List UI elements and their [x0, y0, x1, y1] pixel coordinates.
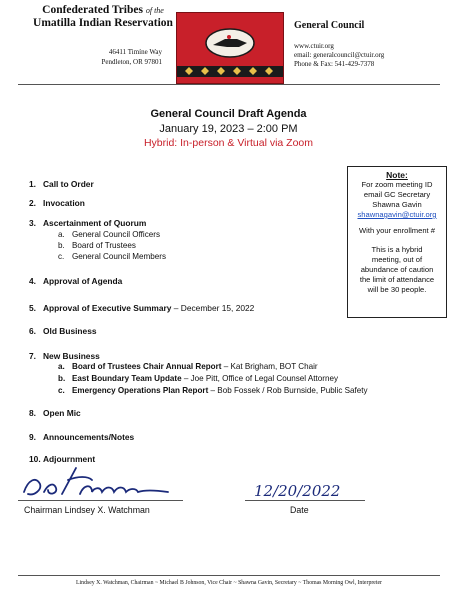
agenda-item-8 [29, 408, 81, 418]
agenda-subitem-3a [58, 230, 160, 239]
council-title: General Council [294, 20, 365, 31]
agenda-heading: General Council Draft Agenda [150, 108, 307, 120]
organization-address [60, 47, 162, 67]
meeting-format: Hybrid: In-person & Virtual via Zoom [143, 137, 314, 149]
subitem-label: Emergency Operations Plan Report [72, 386, 209, 395]
item-label: Invocation [43, 198, 85, 208]
meeting-datetime: January 19, 2023 – 2:00 PM [159, 123, 298, 135]
item-number: 6. [29, 326, 36, 336]
item-number: 8. [29, 408, 36, 418]
note-line: This is a hybrid [371, 245, 423, 254]
item-number: 10. [29, 454, 41, 464]
subitem-detail: – Bob Fossek / Rob Burnside, Public Safety [208, 386, 368, 395]
signature-line [18, 500, 183, 501]
subitem-label: Board of Trustees [72, 241, 136, 250]
item-label: Approval of Executive Summary [43, 303, 172, 313]
item-number: 5. [29, 303, 36, 313]
note-line: With your enrollment # [359, 226, 435, 235]
item-label: Old Business [43, 326, 97, 336]
note-box [347, 166, 447, 318]
handwritten-date [250, 478, 370, 502]
organization-name [28, 4, 178, 30]
note-line: Shawna Gavin [372, 200, 422, 209]
subitem-letter: c. [58, 386, 65, 395]
subitem-letter: b. [58, 374, 66, 383]
note-line: abundance of caution [360, 265, 434, 274]
item-label: Announcements/Notes [43, 432, 135, 442]
item-label: Ascertainment of Quorum [43, 218, 147, 228]
address-line-1: 46411 Timíne Way [108, 48, 162, 56]
subitem-letter: a. [58, 362, 65, 371]
item-detail: – December 15, 2022 [171, 303, 255, 313]
agenda-item-2 [29, 198, 85, 208]
note-line: meeting, out of [371, 255, 423, 264]
note-line: the limit of attendance [359, 275, 435, 284]
item-number: 4. [29, 276, 36, 286]
subitem-label: General Council Members [72, 252, 167, 261]
agenda-subitem-7b [58, 374, 338, 383]
note-title: Note: [386, 170, 408, 180]
agenda-subitem-7c [58, 386, 368, 395]
address-line-2: Pendleton, OR 97801 [101, 58, 162, 66]
note-line: For zoom meeting ID [361, 180, 433, 189]
date-line [245, 500, 365, 501]
item-label: New Business [43, 351, 100, 361]
phone-line: Phone & Fax: 541-429-7378 [294, 60, 375, 68]
subitem-detail: – Joe Pitt, Office of Legal Counsel Attorney [181, 374, 339, 383]
subitem-label: Board of Trustees Chair Annual Report [72, 362, 222, 371]
officers-footer: Lindsey X. Watchman, Chairman ~ Michael B Johnson, Vice Chair ~ Shawna Gavin, Secretary ~ Thomas Morning Owl, Interpreter [76, 580, 382, 586]
subitem-label: East Boundary Team Update [72, 374, 182, 383]
chairman-signature [18, 462, 188, 502]
tribal-seal-logo [176, 12, 284, 84]
agenda-item-1 [29, 179, 94, 189]
signer-name: Chairman Lindsey X. Watchman [24, 505, 150, 515]
item-number: 7. [29, 351, 36, 361]
item-number: 3. [29, 218, 36, 228]
subitem-detail: – Kat Brigham, BOT Chair [221, 362, 318, 371]
agenda-item-5 [29, 303, 254, 313]
item-number: 2. [29, 198, 36, 208]
subitem-letter: c. [58, 252, 65, 261]
website-link[interactable]: www.ctuir.org [294, 42, 334, 50]
org-line-1-small: of the [145, 6, 164, 15]
agenda-subitem-7a [58, 362, 318, 371]
email-line: email: generalcouncil@ctuir.org [294, 51, 385, 59]
org-line-1: Confederated Tribes [42, 4, 143, 16]
agenda-item-7 [29, 351, 100, 361]
subitem-letter: a. [58, 230, 65, 239]
agenda-item-3 [29, 218, 146, 228]
footer-divider [18, 575, 440, 576]
item-number: 1. [29, 179, 36, 189]
secretary-email-link[interactable]: shawnagavin@ctuir.org [357, 210, 437, 219]
subitem-letter: b. [58, 241, 65, 250]
item-label: Approval of Agenda [43, 276, 123, 286]
item-label: Open Mic [43, 408, 81, 418]
org-line-2: Umatilla Indian Reservation [33, 17, 173, 29]
agenda-item-6 [29, 326, 97, 336]
subitem-label: General Council Officers [72, 230, 161, 239]
council-contact [294, 42, 384, 69]
note-line: email GC Secretary [363, 190, 431, 199]
agenda-subitem-3c [58, 252, 166, 261]
note-line: will be 30 people. [367, 285, 427, 294]
item-number: 9. [29, 432, 36, 442]
item-label: Adjournment [43, 454, 96, 464]
agenda-item-4 [29, 276, 122, 286]
agenda-subitem-3b [58, 241, 136, 250]
agenda-item-9 [29, 432, 134, 442]
date-label: Date [290, 505, 309, 515]
letterhead-divider [18, 84, 440, 85]
handwritten-date-text: 12/20/2022 [254, 482, 341, 500]
item-label: Call to Order [43, 179, 94, 189]
